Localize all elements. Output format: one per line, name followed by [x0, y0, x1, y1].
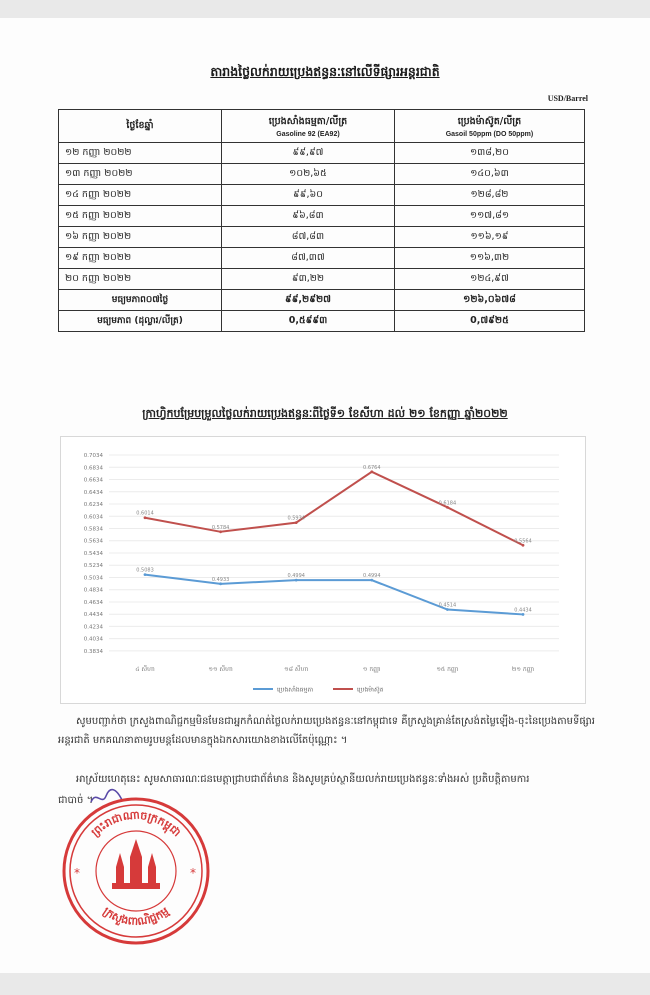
cell-gasoil: ១២៤,៩៧ — [394, 269, 584, 290]
data-label: 0.4994 — [287, 573, 305, 580]
series-line-1 — [145, 472, 523, 545]
average-week-label: មធ្យមភាព០៧ថ្ងៃ — [59, 290, 222, 311]
average-liter-label: មធ្យមភាព (ដុល្លារ/លីត្រ) — [59, 311, 222, 332]
cell-gasoline: ១០២,៦៥ — [222, 164, 395, 185]
x-tick-label: ១៥ កញ្ញា — [436, 666, 459, 673]
cell-date: ១៤ កញ្ញា ២០២២ — [59, 185, 222, 206]
cell-gasoil: ១១៦,៣២ — [394, 248, 584, 269]
data-point — [295, 579, 298, 582]
y-tick-label: 0.3834 — [83, 648, 103, 655]
unit-label: USD/Barrel — [547, 94, 588, 103]
y-tick-label: 0.6834 — [83, 465, 103, 472]
data-point — [446, 608, 449, 611]
cell-gasoline: ៩៣,២២ — [222, 269, 395, 290]
y-tick-label: 0.4634 — [83, 599, 103, 606]
header-gasoil — [394, 110, 584, 143]
data-point — [144, 573, 147, 576]
document-title: តារាងថ្លៃលក់រាយប្រេងឥន្ធនៈនៅលើទីផ្សារអន្តរជាតិ — [210, 64, 440, 79]
y-tick-label: 0.4234 — [83, 624, 103, 631]
legend-label: ប្រេងម៉ាស៊ូត — [357, 686, 384, 694]
cell-gasoline: ៩៩,៩៧ — [222, 143, 395, 164]
seal-star-left: * — [74, 866, 80, 880]
svg-text:ក្រសួងពាណិជ្ជកម្ម — [101, 904, 172, 928]
data-label: 0.4514 — [438, 602, 457, 609]
cell-gasoil: ១១៦,១៩ — [394, 227, 584, 248]
y-tick-label: 0.6234 — [83, 502, 103, 509]
y-tick-label: 0.5034 — [83, 575, 103, 582]
data-point — [144, 516, 147, 519]
series-line-0 — [145, 575, 523, 615]
cell-gasoline: ៨៧,៨៣ — [222, 227, 395, 248]
data-point — [219, 530, 222, 533]
legend-label: ប្រេងសាំងធម្មតា — [277, 686, 314, 694]
average-week-gasoline: ៩៩,២៩២៧ — [222, 290, 395, 311]
y-tick-label: 0.6634 — [83, 477, 103, 484]
average-liter-gasoil: 0,៧៩២៥ — [394, 311, 584, 332]
y-tick-label: 0.5634 — [83, 538, 103, 545]
y-tick-label: 0.6034 — [83, 514, 103, 521]
price-chart — [60, 436, 586, 704]
cell-date: ១២ កញ្ញា ២០២២ — [59, 143, 222, 164]
data-label: 0.6764 — [363, 464, 381, 471]
table-row — [59, 164, 585, 185]
seal-bottom-text: ក្រសួងពាណិជ្ជកម្ម — [100, 904, 172, 929]
y-tick-label: 0.6434 — [83, 489, 103, 496]
x-tick-label: ៤ សីហា — [135, 666, 155, 673]
data-label: 0.5934 — [287, 515, 305, 522]
cell-date: ១៩ កញ្ញា ២០២២ — [59, 248, 222, 269]
header-gasoil-en: Gasoil 50ppm (DO 50ppm) — [445, 130, 534, 138]
cell-gasoil: ១៣៨,២០ — [394, 143, 584, 164]
header-gasoline — [222, 110, 395, 143]
data-label: 0.6184 — [438, 500, 457, 507]
data-point — [522, 613, 525, 616]
header-gasoline-en: Gasoline 92 (EA92) — [276, 130, 340, 138]
header-gasoil-km: ប្រេងម៉ាស៊ូត/លីត្រ — [457, 115, 522, 127]
x-tick-label: ២១ កញ្ញា — [511, 666, 535, 673]
table-row — [59, 269, 585, 290]
data-label: 0.4933 — [211, 576, 230, 583]
y-tick-label: 0.5834 — [83, 526, 103, 533]
note-paragraph-1: សូមបញ្ជាក់ថា ក្រសួងពាណិជ្ជកម្មមិនមែនជាអ្នកកំណត់ថ្លៃលក់រាយប្រេងឥន្ធនៈនៅកម្ពុជាទេ គឺក្រសួងគ្រាន់តែស្រង់តម្លៃឡើង-ចុះនៃប្រេងតាមទីផ្សារអន្តរជាតិ មកគណនាតាមរូបមន្តដែលមានក្នុងឯកសារយោងខាងលើតែប៉ុណ្ណោះ ។ — [58, 716, 595, 746]
note-paragraph-2: អាស្រ័យហេតុនេះ សូមសាធារណៈជនមេត្តាជ្រាបជាព័ត៌មាន និងសូមគ្រប់ស្ថានីយលក់រាយប្រេងឥន្ធនៈទាំងអស់ ប្រតិបត្តិតាមការ — [76, 774, 530, 785]
data-point — [522, 544, 525, 547]
chart-title: ក្រាហ្វិកបម្រែបម្រួលថ្លៃលក់រាយប្រេងឥន្ធនៈពីថ្ងៃទី១ ខែសីហា ដល់ ២១ ខែកញ្ញា ឆ្នាំ២០២២ — [142, 407, 508, 420]
cell-gasoline: ៨៧,៣៧ — [222, 248, 395, 269]
header-gasoline-km: ប្រេងសាំងធម្មតា/លីត្រ — [268, 115, 348, 127]
x-tick-label: ១៨ សីហា — [284, 666, 309, 673]
cell-date: ២០ កញ្ញា ២០២២ — [59, 269, 222, 290]
y-tick-label: 0.7034 — [83, 453, 103, 460]
data-label: 0.5564 — [514, 538, 532, 545]
cell-gasoil: ១២៨,៨២ — [394, 185, 584, 206]
average-liter-gasoline: 0,៥៩៩៣ — [222, 311, 395, 332]
data-label: 0.6014 — [136, 510, 154, 517]
price-table — [58, 109, 585, 332]
official-seal — [60, 795, 212, 947]
x-tick-label: ១១ សីហា — [208, 666, 233, 673]
data-label: 0.4994 — [363, 573, 381, 580]
cell-date: ១៣ កញ្ញា ២០២២ — [59, 164, 222, 185]
data-point — [370, 579, 373, 582]
data-point — [370, 470, 373, 473]
y-tick-label: 0.4034 — [83, 636, 103, 643]
line-chart-svg — [61, 437, 585, 703]
y-tick-label: 0.4834 — [83, 587, 103, 594]
note-paragraph-3: ជាបាច់ ។ — [58, 795, 94, 806]
average-week-row — [59, 290, 585, 311]
cell-gasoline: ៩៩,៦០ — [222, 185, 395, 206]
average-week-gasoil: ១២៦,០៦៧៨ — [394, 290, 584, 311]
y-tick-label: 0.5434 — [83, 550, 103, 557]
table-row — [59, 248, 585, 269]
cell-gasoline: ៩៦,៨៣ — [222, 206, 395, 227]
x-tick-label: ១ កញ្ញា — [362, 666, 381, 673]
data-point — [446, 506, 449, 509]
table-row — [59, 185, 585, 206]
y-tick-label: 0.5234 — [83, 563, 103, 570]
average-liter-row — [59, 311, 585, 332]
data-label: 0.5784 — [211, 524, 230, 531]
table-row — [59, 206, 585, 227]
table-row — [59, 227, 585, 248]
data-point — [219, 582, 222, 585]
cell-gasoil: ១៤០,៦៣ — [394, 164, 584, 185]
data-label: 0.4434 — [514, 607, 532, 614]
cell-date: ១៥ កញ្ញា ២០២២ — [59, 206, 222, 227]
header-date: ថ្ងៃខែឆ្នាំ — [59, 110, 222, 143]
table-header-row — [59, 110, 585, 143]
cell-gasoil: ១១៧,៨១ — [394, 206, 584, 227]
seal-top-text: ព្រះរាជាណាចក្រកម្ពុជា — [88, 808, 184, 840]
seal-temple-emblem — [112, 839, 160, 889]
cell-date: ១៦ កញ្ញា ២០២២ — [59, 227, 222, 248]
data-point — [295, 521, 298, 524]
table-row — [59, 143, 585, 164]
seal-star-right: * — [190, 866, 196, 880]
y-tick-label: 0.4434 — [83, 612, 103, 619]
data-label: 0.5083 — [136, 567, 154, 574]
